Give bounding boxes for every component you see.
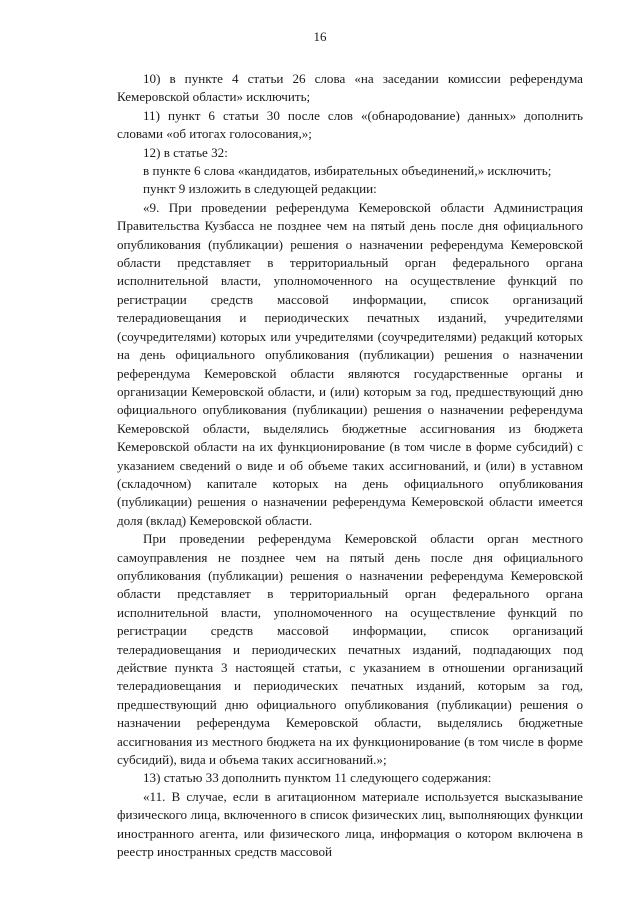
paragraph-item-11: 11) пункт 6 статьи 30 после слов «(обнародование) данных» дополнить словами «об итогах голосования,»; — [117, 107, 583, 142]
paragraph-item-12: 12) в статье 32: — [143, 144, 228, 160]
paragraph-local-self-government: При проведении референдума Кемеровской области орган местного самоуправления не позднее чем на пятый день после дня официального опубликования (публикации) решения о назначении референдума Кемеровской области представляет в территориальный орган федерального органа исполнительной власти, уполномоченного на осуществление функций по регистрации средств массовой информации, список организаций телерадиовещания и периодических печатных изданий, подпадающих под действие пункта 3 настоящей статьи, с указанием в отношении организаций телерадиовещания и периодических печатных изданий, которым за год, предшествующий дню официального опубликования (публикации) решения о назначении референдума Кемеровской области, выделялись бюджетные ассигнования из местного бюджета на их функционирование (в том числе в форме субсидий), вида и объема таких ассигнований.»; — [117, 531, 583, 768]
paragraph-article-32-point-6: в пункте 6 слова «кандидатов, избирательных объединений,» исключить; — [143, 163, 552, 179]
paragraph-point-11-text: «11. В случае, если в агитационном материале используется высказывание физического лица, включенного в список физических лиц, выполняющих функции иностранного агента, или физического лица, информация о котором включена в реестр иностранных средств массовой — [117, 788, 583, 860]
page-number: 16 — [313, 29, 327, 44]
paragraph-item-10: 10) в пункте 4 статьи 26 слова «на заседании комиссии референдума Кемеровской области» исключить; — [117, 71, 583, 105]
document-body — [117, 70, 583, 861]
paragraph-point-9-intro: пункт 9 изложить в следующей редакции: — [143, 181, 377, 197]
paragraph-item-13: 13) статью 33 дополнить пунктом 11 следующего содержания: — [143, 770, 492, 786]
paragraph-point-9-text: «9. При проведении референдума Кемеровской области Администрация Правительства Кузбасса не позднее чем на пятый день после дня официального опубликования (публикации) решения о назначении референдума Кемеровской области представляет в территориальный орган федерального органа исполнительной власти, уполномоченного на осуществление функций по регистрации средств массовой информации, список организаций телерадиовещания и периодических печатных изданий, учредителями (соучредителями) которых или учредителями (соучредителями) редакций которых на день официального опубликования (публикации) решения о назначении референдума Кемеровской области являются государственные органы и организации Кемеровской области, и (или) которым за год, предшествующий дню официального опубликования (публикации) решения о назначении референдума Кемеровской области, выделялись бюджетные ассигнования из бюджета Кемеровской области на их функционирование (в том числе в форме субсидий) с указанием сведений о виде и об объеме таких ассигнований, и (или) в уставном (складочном) капитале которых на день официального опубликования (публикации) решения о назначении референдума Кемеровской области имеется доля (вклад) Кемеровской области. — [117, 199, 583, 528]
